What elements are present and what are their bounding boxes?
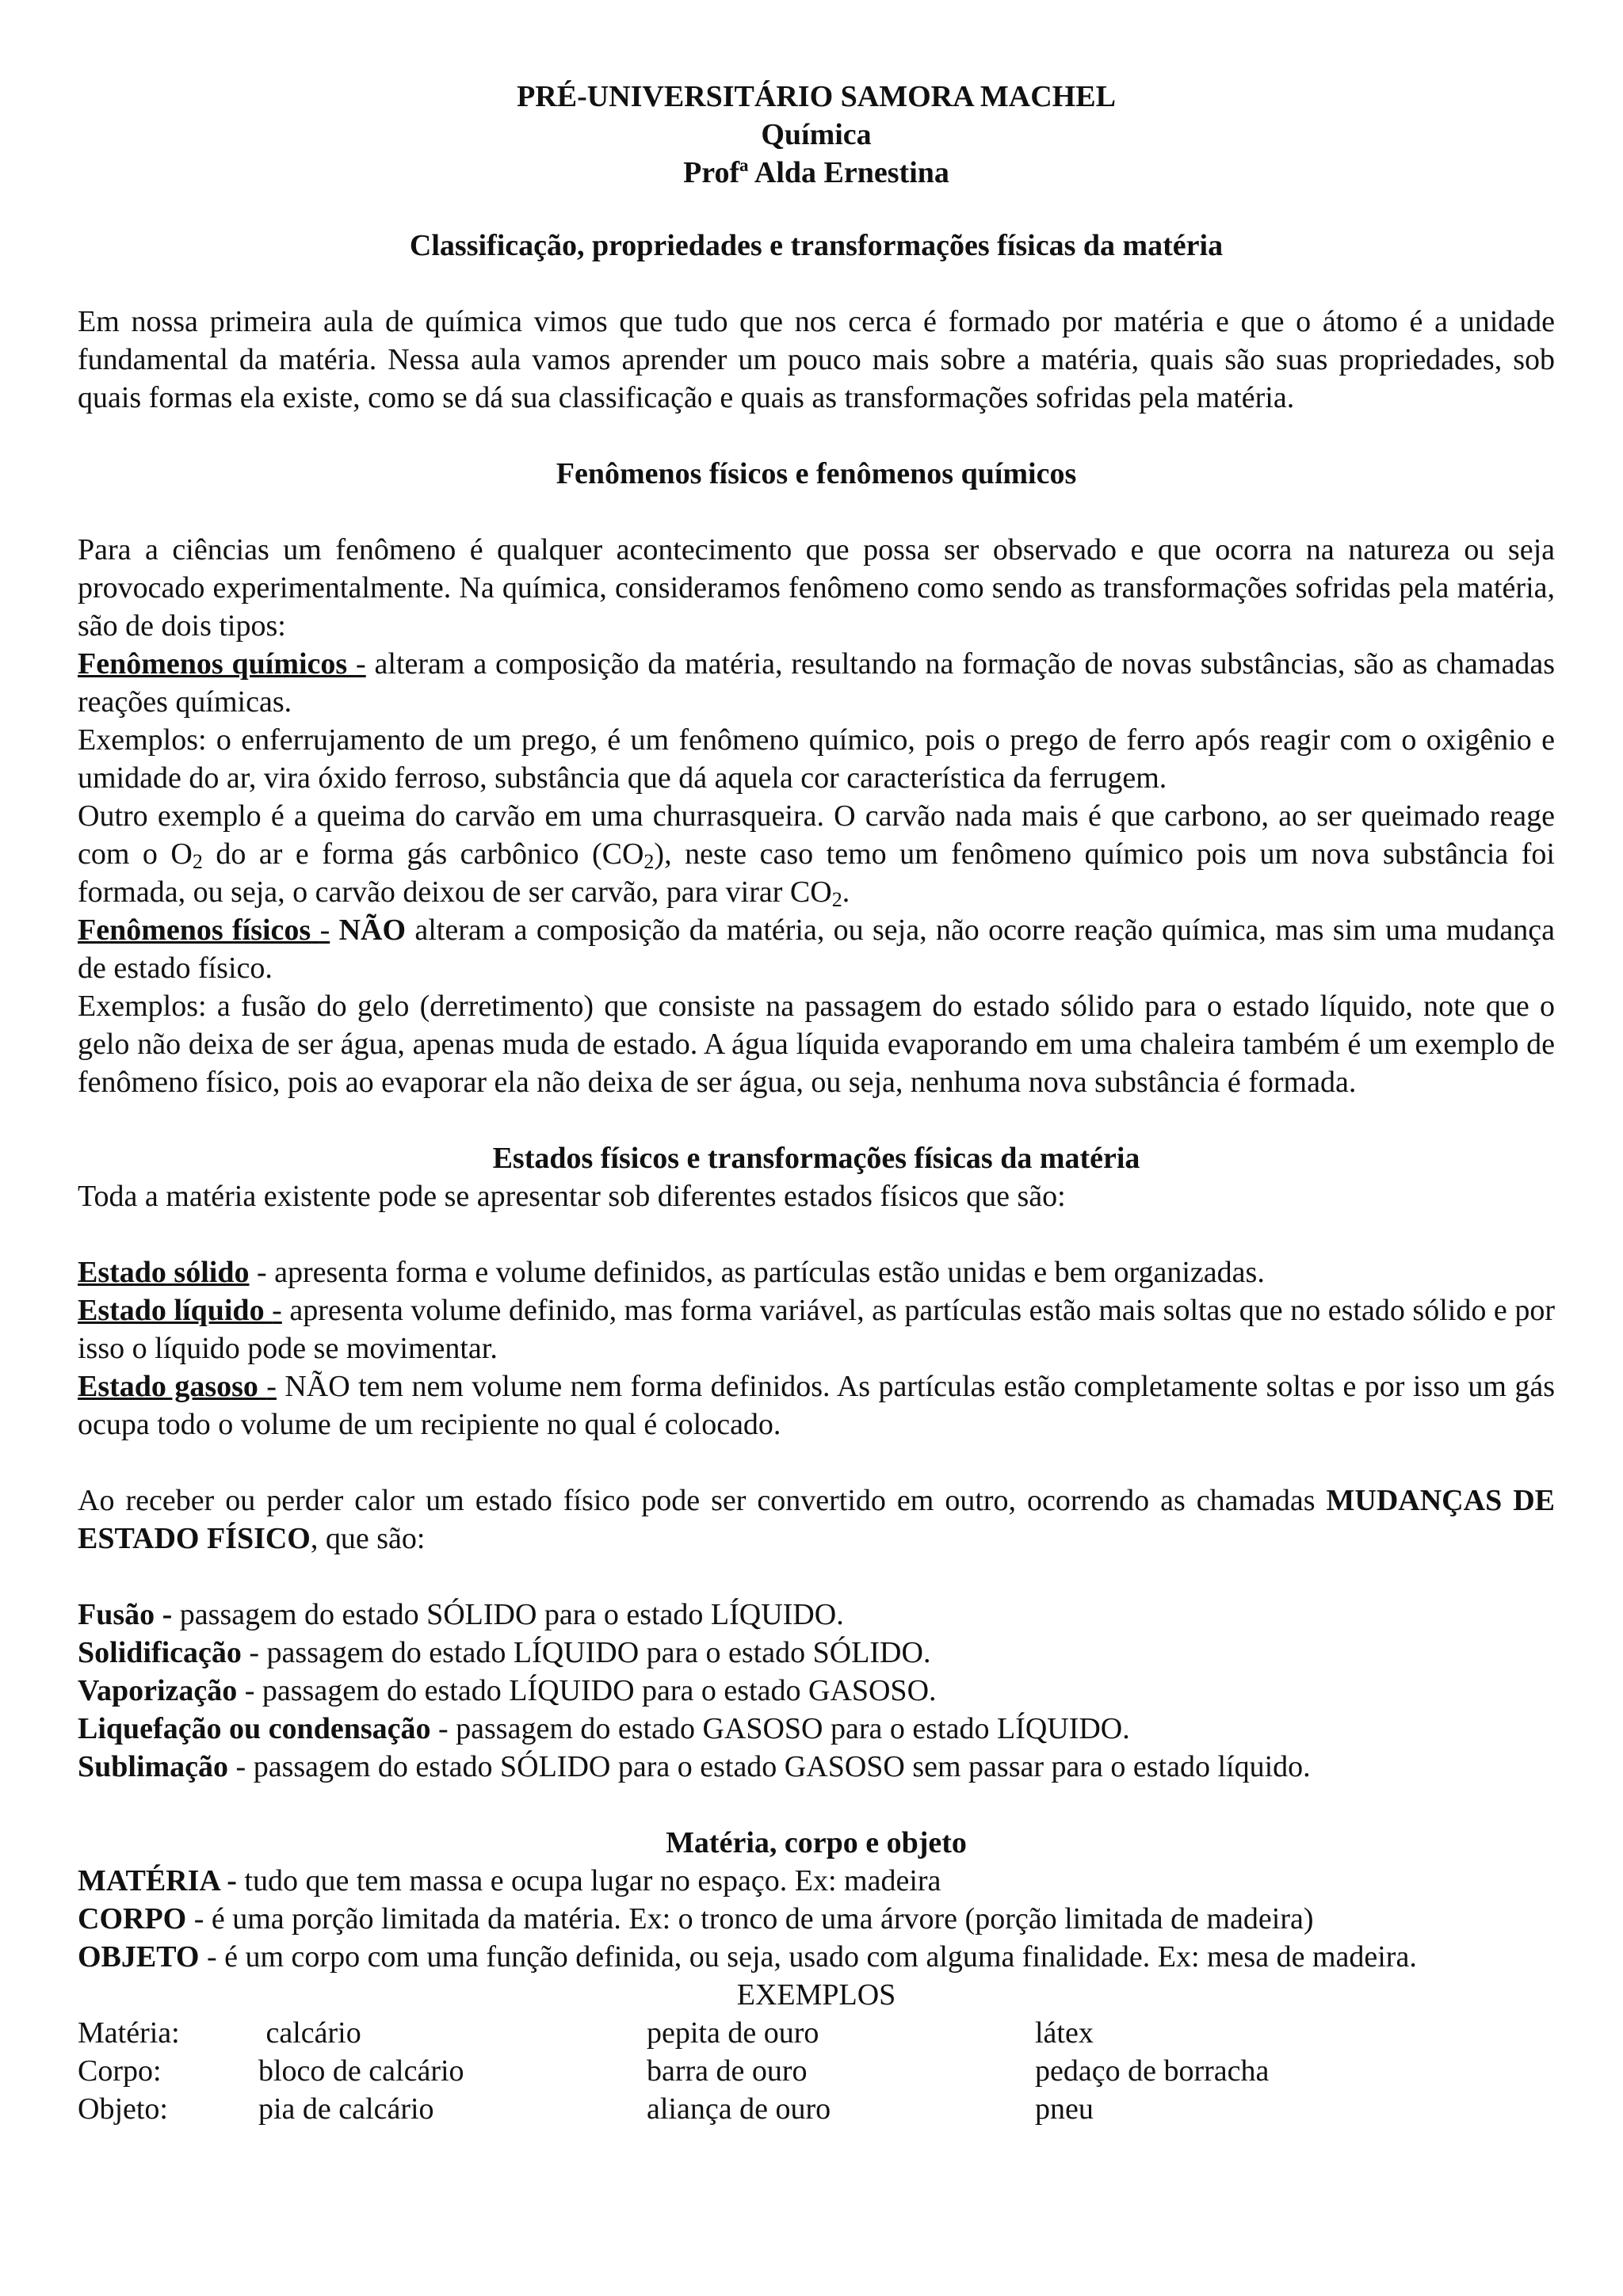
state-change-text: - passagem do estado GASOSO para o estado LÍQUIDO. <box>430 1712 1130 1745</box>
subscript-2: 2 <box>831 888 842 911</box>
state-gas-term: Estado gasoso <box>78 1370 267 1403</box>
table-cell: bloco de calcário <box>258 2054 464 2088</box>
table-cell: látex <box>1035 2016 1094 2050</box>
state-changes-text-b: , que são: <box>310 1522 426 1555</box>
state-change-text: passagem do estado SÓLIDO para o estado LÍQUIDO. <box>172 1598 844 1631</box>
section-heading-states: Estados físicos e transformações físicas da matéria <box>492 1142 1140 1175</box>
chemical-phenomena-example: Exemplos: o enferrujamento de um prego, é um fenômeno químico, pois o prego de ferro após reagir com o oxigênio e umidade do ar, vira óxido ferroso, substância que dá aquela cor característica da ferrugem. <box>78 723 1555 795</box>
chemical-phenomena-dash: - <box>356 647 366 681</box>
definition-term: OBJETO <box>78 1940 200 1974</box>
state-change-text: - passagem do estado LÍQUIDO para o estado SÓLIDO. <box>241 1636 931 1669</box>
table-cell: pneu <box>1035 2092 1094 2126</box>
state-changes-text-a: Ao receber ou perder calor um estado físico pode ser convertido em outro, ocorrendo as chamadas <box>78 1484 1327 1517</box>
state-change-item <box>78 1634 1555 1672</box>
physical-phenomena-term: Fenômenos físicos <box>78 913 320 947</box>
state-change-term: Solidificação <box>78 1636 242 1669</box>
state-change-term: Sublimação <box>78 1750 229 1783</box>
charcoal-text-d: . <box>842 875 850 909</box>
subscript-2: 2 <box>192 850 203 873</box>
table-cell: pedaço de borracha <box>1035 2054 1270 2088</box>
examples-table <box>78 2014 1555 2128</box>
state-change-text: - passagem do estado SÓLIDO para o estado GASOSO sem passar para o estado líquido. <box>228 1750 1311 1783</box>
definition-text: - é uma porção limitada da matéria. Ex: o tronco de uma árvore (porção limitada de madeira) <box>186 1902 1314 1936</box>
state-change-item <box>78 1748 1555 1786</box>
table-row <box>78 2052 1555 2090</box>
state-changes-bold: MUDANÇAS DE ESTADO FÍSICO <box>78 1484 1555 1555</box>
state-change-term: Liquefação ou condensação <box>78 1712 431 1745</box>
physical-phenomena-text: alteram a composição da matéria, ou seja, não ocorre reação química, mas sim uma mudança de estado físico. <box>78 913 1555 985</box>
definition-item <box>78 1862 1555 1900</box>
table-cell: aliança de ouro <box>647 2092 831 2126</box>
section-heading-matter: Matéria, corpo e objeto <box>666 1826 967 1859</box>
chemical-phenomena-term: Fenômenos químicos <box>78 647 357 681</box>
state-solid-term: Estado sólido <box>78 1256 250 1289</box>
definition-item <box>78 1938 1555 1976</box>
table-row <box>78 2014 1555 2052</box>
chemical-phenomena-definition <box>78 645 1555 721</box>
state-change-item <box>78 1710 1555 1748</box>
state-liquid-dash: - <box>272 1294 282 1327</box>
state-gas-dash: - <box>266 1370 277 1403</box>
physical-phenomena-definition <box>78 911 1555 987</box>
state-change-item <box>78 1596 1555 1634</box>
state-liquid-text: apresenta volume definido, mas forma variável, as partículas estão mais soltas que no estado sólido e por isso o líquido pode se movimentar. <box>78 1294 1555 1365</box>
state-solid <box>78 1253 1555 1291</box>
definition-text: - é um corpo com uma função definida, ou seja, usado com alguma finalidade. Ex: mesa de madeira. <box>199 1940 1417 1974</box>
teacher-name: Profª Alda Ernestina <box>683 156 949 189</box>
chemical-phenomena-text: alteram a composição da matéria, resultando na formação de novas substâncias, são as chamadas reações químicas. <box>78 647 1555 719</box>
table-cell: pia de calcário <box>258 2092 434 2126</box>
charcoal-example <box>78 797 1555 911</box>
state-change-item <box>78 1672 1555 1710</box>
definition-text: tudo que tem massa e ocupa lugar no espaço. Ex: madeira <box>236 1864 941 1897</box>
table-cell: calcário <box>258 2016 361 2050</box>
section-heading-phenomena: Fenômenos físicos e fenômenos químicos <box>556 457 1077 490</box>
charcoal-text-b: do ar e forma gás carbônico (CO <box>202 837 644 871</box>
table-cell-label: Objeto: <box>78 2092 168 2126</box>
subscript-2: 2 <box>643 850 655 873</box>
state-change-text: - passagem do estado LÍQUIDO para o estado GASOSO. <box>237 1674 937 1707</box>
state-liquid <box>78 1291 1555 1367</box>
definition-term: MATÉRIA - <box>78 1864 237 1897</box>
definition-item <box>78 1900 1555 1938</box>
state-change-term: Fusão - <box>78 1598 173 1631</box>
table-cell-label: Corpo: <box>78 2054 162 2088</box>
state-changes-intro <box>78 1482 1555 1558</box>
physical-phenomena-example: Exemplos: a fusão do gelo (derretimento) que consiste na passagem do estado sólido para o estado líquido, note que o gelo não deixa de ser água, apenas muda de estado. A água líquida evaporando em uma chaleira também é um exemplo de fenômeno físico, pois ao evaporar ela não deixa de ser água, ou seja, nenhuma nova substância é formada. <box>78 990 1555 1099</box>
physical-phenomena-nao: NÃO <box>330 913 407 947</box>
page-title: Classificação, propriedades e transformações físicas da matéria <box>409 229 1224 262</box>
table-row <box>78 2090 1555 2128</box>
charcoal-text-c: ), neste caso temo um fenômeno químico pois um nova substância foi formada, ou seja, o carvão deixou de ser carvão, para virar CO <box>78 837 1555 909</box>
institution-name: PRÉ-UNIVERSITÁRIO SAMORA MACHEL <box>517 80 1116 113</box>
charcoal-text-a: Outro exemplo é a queima do carvão em uma churrasqueira. O carvão nada mais é que carbono, ao ser queimado reage com o O <box>78 799 1555 871</box>
state-gas <box>78 1367 1555 1444</box>
table-cell: pepita de ouro <box>647 2016 819 2050</box>
phenomena-intro: Para a ciências um fenômeno é qualquer acontecimento que possa ser observado e que ocorra na natureza ou seja provocado experimentalmente. Na química, consideramos fenômeno como sendo as transformações sofridas pela matéria, são de dois tipos: <box>78 533 1555 643</box>
state-gas-text: NÃO tem nem volume nem forma definidos. As partículas estão completamente soltas e por isso um gás ocupa todo o volume de um recipiente no qual é colocado. <box>78 1370 1555 1441</box>
state-solid-text: - apresenta forma e volume definidos, as partículas estão unidas e bem organizadas. <box>249 1256 1265 1289</box>
state-liquid-term: Estado líquido <box>78 1294 273 1327</box>
examples-title: EXEMPLOS <box>736 1978 896 2012</box>
intro-paragraph: Em nossa primeira aula de química vimos que tudo que nos cerca é formado por matéria e que o átomo é a unidade fundamental da matéria. Nessa aula vamos aprender um pouco mais sobre a matéria, quais são suas propriedades, sob quais formas ela existe, como se dá sua classificação e quais as transformações sofridas pela matéria. <box>78 305 1555 414</box>
state-change-term: Vaporização <box>78 1674 238 1707</box>
definition-term: CORPO <box>78 1902 187 1936</box>
table-cell: barra de ouro <box>647 2054 808 2088</box>
states-intro: Toda a matéria existente pode se apresentar sob diferentes estados físicos que são: <box>78 1180 1066 1213</box>
subject-name: Química <box>761 118 872 151</box>
physical-phenomena-dash: - <box>319 913 330 947</box>
table-cell-label: Matéria: <box>78 2016 180 2050</box>
